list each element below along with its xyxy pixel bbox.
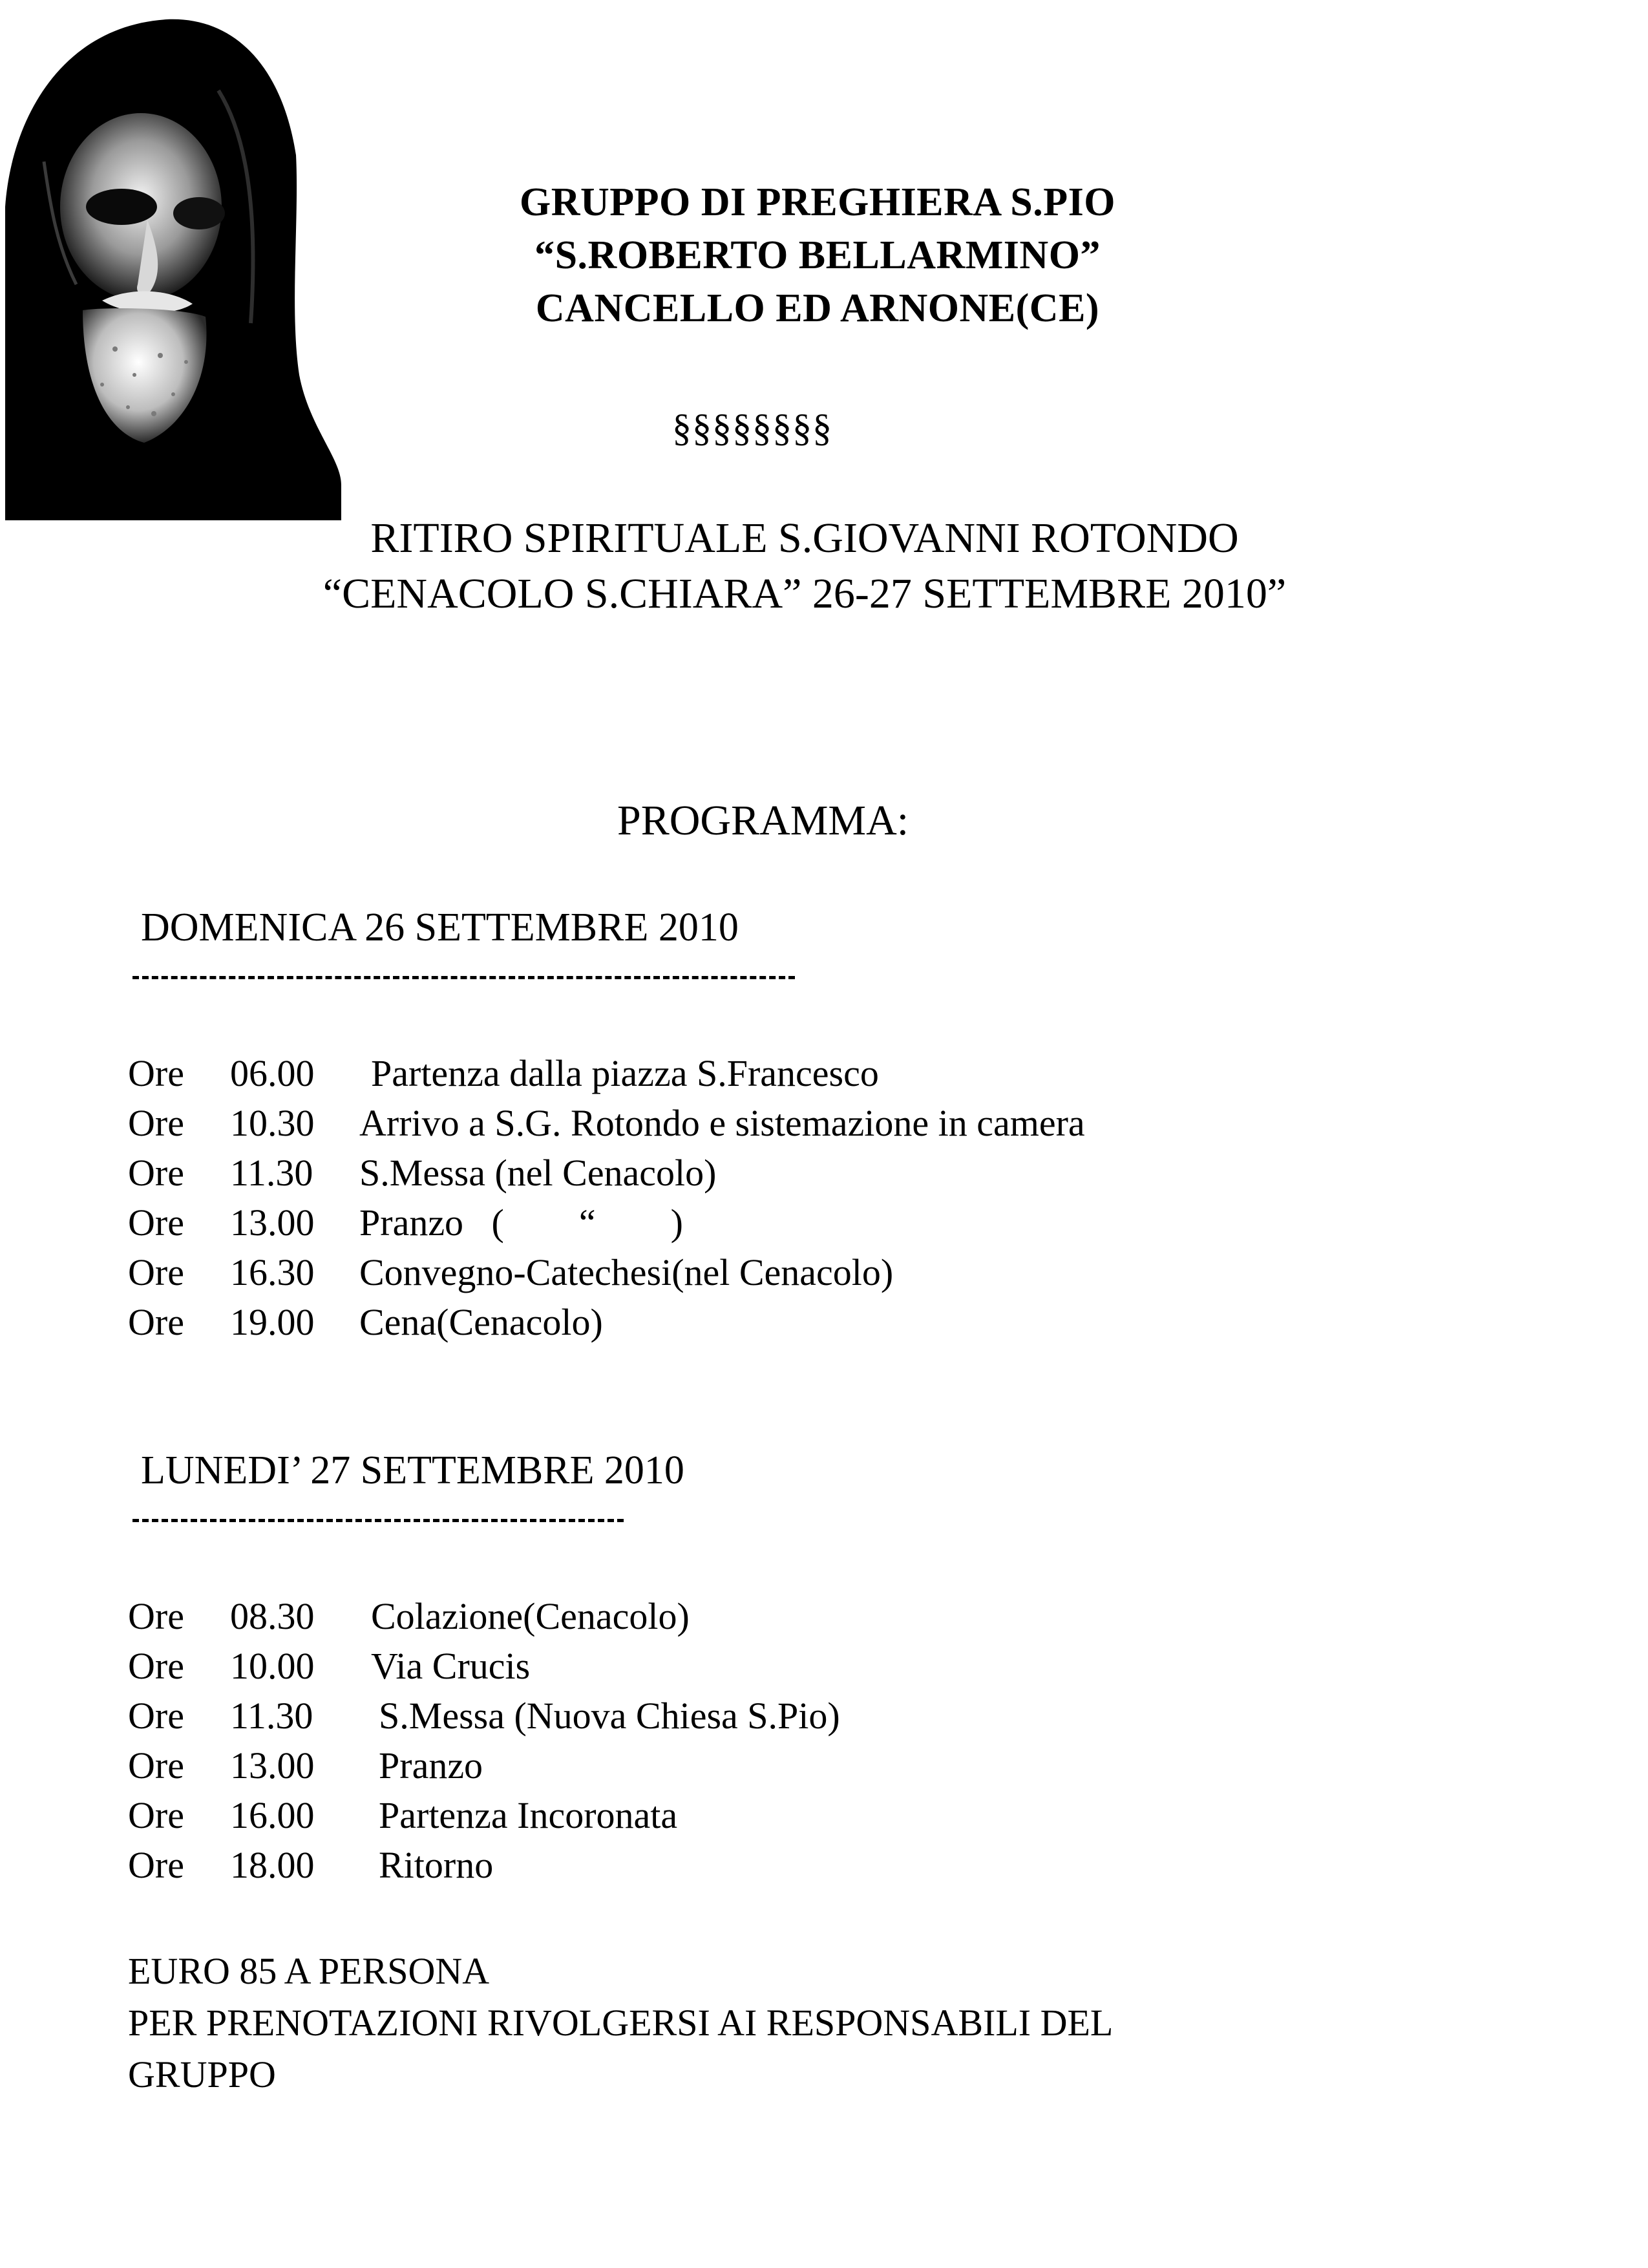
booking-text: PER PRENOTAZIONI RIVOLGERSI AI RESPONSABILI DEL: [128, 2002, 1114, 2044]
time: 16.30: [230, 1251, 315, 1293]
schedule-row: [128, 1840, 840, 1890]
ore-label: Ore: [128, 1052, 184, 1094]
ore-label: Ore: [128, 1595, 184, 1637]
activity: Pranzo: [379, 1744, 483, 1786]
schedule-row: [128, 1297, 1085, 1347]
time: 08.30: [230, 1595, 315, 1637]
activity: Colazione(Cenacolo): [371, 1595, 690, 1637]
activity: Partenza dalla piazza S.Francesco: [371, 1052, 879, 1094]
schedule-row: [128, 1741, 840, 1790]
activity: Partenza Incoronata: [379, 1794, 678, 1836]
schedule-row: [128, 1048, 1085, 1098]
time: 11.30: [230, 1695, 313, 1737]
activity: Via Crucis: [371, 1645, 531, 1687]
schedule-sunday: [128, 1048, 1085, 1347]
schedule-row: [128, 1098, 1085, 1148]
time: 19.00: [230, 1301, 315, 1343]
portrait-image: [5, 13, 341, 520]
schedule-row: [128, 1247, 1085, 1297]
schedule-row: [128, 1691, 840, 1741]
time: 13.00: [230, 1744, 315, 1786]
schedule-monday: [128, 1591, 840, 1890]
schedule-row: [128, 1148, 1085, 1198]
time: 10.00: [230, 1645, 315, 1687]
footer-info: [128, 1945, 1113, 2101]
ore-label: Ore: [128, 1744, 184, 1786]
activity: S.Messa (nel Cenacolo): [359, 1152, 717, 1194]
event-title-line-1: RITIRO SPIRITUALE S.GIOVANNI ROTONDO: [370, 514, 1239, 562]
ore-label: Ore: [128, 1251, 184, 1293]
activity: Ritorno: [379, 1844, 494, 1886]
ore-label: Ore: [128, 1202, 184, 1244]
ore-label: Ore: [128, 1794, 184, 1836]
ore-label: Ore: [128, 1844, 184, 1886]
ore-label: Ore: [128, 1152, 184, 1194]
day-title-sunday: DOMENICA 26 SETTEMBRE 2010: [141, 906, 739, 949]
ore-label: Ore: [128, 1695, 184, 1737]
event-title-line-2: “CENACOLO S.CHIARA” 26-27 SETTEMBRE 2010”: [322, 570, 1287, 617]
section-ornament: §§§§§§§§: [672, 407, 832, 449]
schedule-row: [128, 1641, 840, 1691]
group-location: CANCELLO ED ARNONE(CE): [535, 286, 1100, 330]
activity: S.Messa (Nuova Chiesa S.Pio): [379, 1695, 840, 1737]
group-header: [359, 176, 1276, 335]
divider: [132, 1519, 624, 1522]
activity: Convegno-Catechesi(nel Cenacolo): [359, 1251, 894, 1293]
time: 16.00: [230, 1794, 315, 1836]
divider: [132, 976, 795, 979]
activity: Pranzo ( “ ): [359, 1202, 683, 1244]
group-subtitle: “S.ROBERTO BELLARMINO”: [534, 233, 1101, 277]
group-name: GRUPPO DI PREGHIERA S.PIO: [520, 180, 1115, 224]
time: 11.30: [230, 1152, 313, 1194]
time: 06.00: [230, 1052, 315, 1094]
event-title: [255, 511, 1354, 622]
schedule-row: [128, 1591, 840, 1641]
ore-label: Ore: [128, 1102, 184, 1144]
schedule-row: [128, 1198, 1085, 1247]
programma-heading: PROGRAMMA:: [617, 797, 909, 844]
ore-label: Ore: [128, 1301, 184, 1343]
activity: Arrivo a S.G. Rotondo e sistemazione in camera: [359, 1102, 1085, 1144]
time: 10.30: [230, 1102, 315, 1144]
day-title-monday: LUNEDI’ 27 SETTEMBRE 2010: [141, 1448, 684, 1492]
activity: Cena(Cenacolo): [359, 1301, 603, 1343]
schedule-row: [128, 1790, 840, 1840]
booking-text-continued: GRUPPO: [128, 2053, 276, 2095]
price-text: EURO 85 A PERSONA: [128, 1950, 490, 1992]
time: 13.00: [230, 1202, 315, 1244]
time: 18.00: [230, 1844, 315, 1886]
ore-label: Ore: [128, 1645, 184, 1687]
